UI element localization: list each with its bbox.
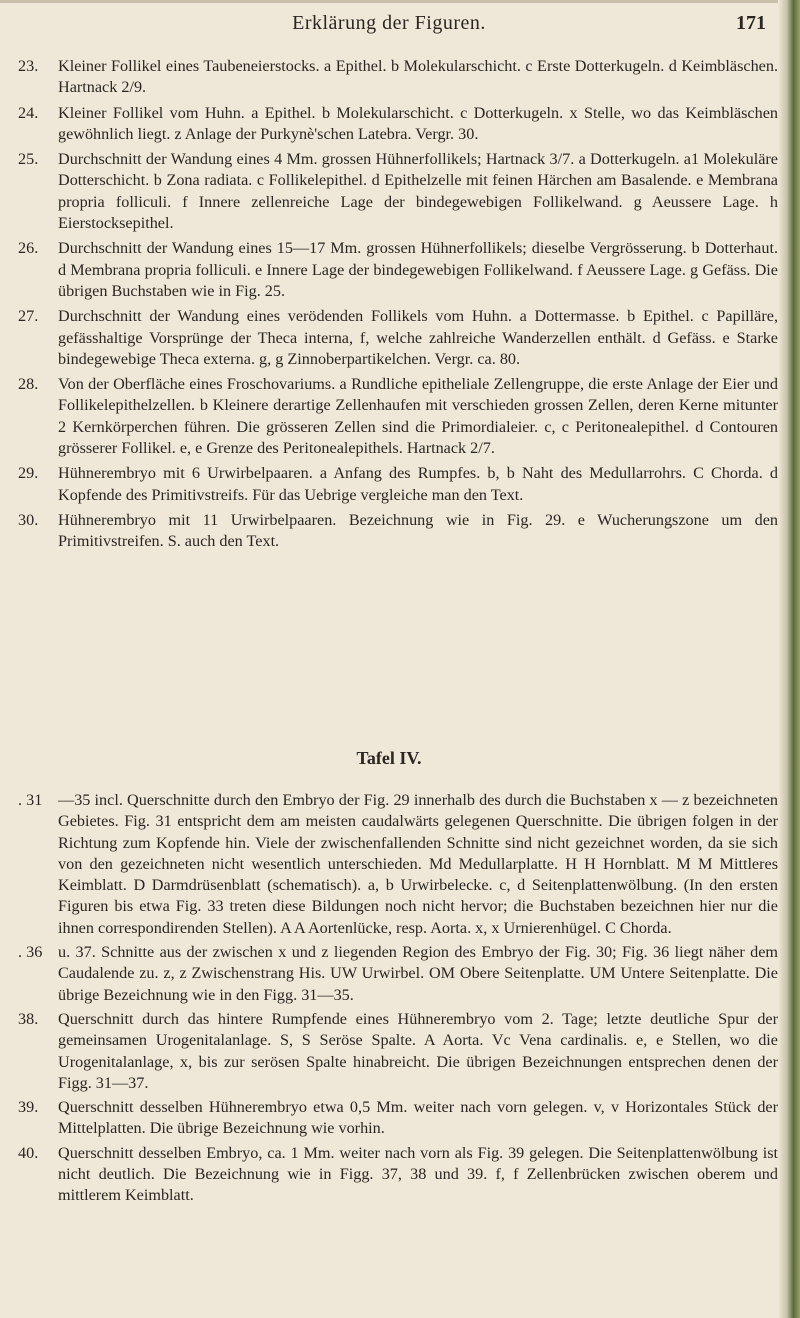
figure-description: Kleiner Follikel eines Taubeneierstocks. a Epithel. b Molekularschicht. c Erste Dotterkugeln. d Keimbläschen. Hartnack 2/9. [58, 57, 778, 97]
figure-number: 25. [18, 150, 39, 169]
figure-legend-entry [18, 1097, 778, 1140]
section-heading: Tafel IV. [356, 748, 422, 768]
figure-description: Querschnitt desselben Embryo, ca. 1 Mm. weiter nach vorn als Fig. 39 gelegen. Die Seitenplattenwölbung ist nicht deutlich. Die Bezeichnung wie in Figg. 37, 38 und 39. f, f Zellenbrücken zwischen oberem und mittlerem Keimblatt. [58, 1143, 778, 1205]
figure-legend-entry [18, 306, 778, 370]
page-number: 171 [736, 12, 766, 34]
figure-number: 28. [18, 375, 39, 394]
figure-description: u. 37. Schnitte aus der zwischen x und z liegenden Region des Embryo der Fig. 30; Fig. 36 liegt näher dem Caudalende zu. z, z Zwischenstrang His. UW Urwirbel. OM Obere Seitenplatte. UM Untere Seitenplatte. Die übrige Bezeichnung wie in den Figg. 31—35. [58, 943, 778, 1004]
figure-number: . 31 [18, 791, 43, 809]
figure-legend-entry [18, 1009, 778, 1094]
figure-number: 38. [18, 1009, 39, 1028]
figure-description: Durchschnitt der Wandung eines verödenden Follikels vom Huhn. a Dottermasse. b Epithel. c Papilläre, gefässhaltige Vorsprünge der Theca interna, f, welche zahlreiche Wanderzellen enthält. d Gefäss. e Starke bindegewebige Theca externa. g, g Zinnoberpartikelchen. Vergr. ca. 80. [58, 307, 778, 368]
figure-legend-entry [18, 103, 778, 146]
figure-number: 23. [18, 57, 39, 75]
figure-description: Querschnitt desselben Hühnerembryo etwa 0,5 Mm. weiter nach vorn gelegen. v, v Horizontales Stück der Mittelplatten. Die übrige Bezeichnung wie vorhin. [58, 1098, 778, 1138]
figure-number: 26. [18, 239, 39, 258]
figure-number: 29. [18, 464, 39, 483]
figure-legend-list [18, 56, 778, 557]
page-top-edge [0, 0, 800, 3]
figure-description: Querschnitt durch das hintere Rumpfende eines Hühnerembryo vom 2. Tage; letzte deutliche Spur der gemeinsamen Urogenitalanlage. S, S Seröse Spalte. A Aorta. Vc Vena cardinalis. e, e Stellen, wo die Urogenitalanlage, x, bis zur serösen Spalte hinabreicht. Die übrigen Bezeichnungen entsprechen denen der Figg. 31—37. [58, 1009, 778, 1092]
figure-legend-entry [18, 1143, 778, 1207]
figure-description: Hühnerembryo mit 11 Urwirbelpaaren. Bezeichnung wie in Fig. 29. e Wucherungszone um den Primitivstreifen. S. auch den Text. [58, 510, 778, 551]
figure-description: Durchschnitt der Wandung eines 15—17 Mm. grossen Hühnerfollikels; dieselbe Vergrösserung. b Dotterhaut. d Membrana propria folliculi. e Innere Lage der bindegewebigen Follikelwand. f Aeussere Lage. g Gefäss. Die übrigen Buchstaben wie in Fig. 25. [58, 239, 778, 300]
figure-legend-entry [18, 790, 778, 939]
running-title: Erklärung der Figuren. [292, 12, 486, 34]
figure-legend-list-plate-4 [18, 790, 778, 1210]
figure-number: 30. [18, 510, 39, 529]
figure-number: 39. [18, 1098, 39, 1117]
figure-description: Kleiner Follikel vom Huhn. a Epithel. b Molekularschicht. c Dotterkugeln. x Stelle, wo das Keimbläschen gewöhnlich liegt. z Anlage der Purkynè'schen Latebra. Vergr. 30. [58, 103, 778, 143]
figure-number: 24. [18, 103, 39, 122]
figure-legend-entry [18, 56, 778, 99]
figure-number: 40. [18, 1143, 39, 1162]
figure-description: Hühnerembryo mit 6 Urwirbelpaaren. a Anfang des Rumpfes. b, b Naht des Medullarrohrs. C Chorda. d Kopfende des Primitivstreifs. Für das Uebrige vergleiche man den Text. [58, 464, 778, 504]
figure-description: Durchschnitt der Wandung eines 4 Mm. grossen Hühnerfollikels; Hartnack 3/7. a Dotterkugeln. a1 Molekuläre Dotterschicht. b Zona radiata. c Follikelepithel. d Epithelzelle mit feinen Härchen am Basalende. e Membrana propria folliculi. f Innere zellenreiche Lage der bindegewebigen Follikelwand. g Aeussere Lage. h Eierstocksepithel. [58, 150, 778, 233]
figure-legend-entry [18, 149, 778, 234]
figure-legend-entry [18, 238, 778, 302]
figure-number: . 36 [18, 943, 43, 962]
figure-description: —35 incl. Querschnitte durch den Embryo der Fig. 29 innerhalb des durch die Buchstaben x — z bezeichneten Gebietes. Fig. 31 entspricht dem am meisten caudalwärts gelegenen Querschnitte. Die übrigen folgen in der Richtung zum Kopfende hin. Viele der zwischenfallenden Schnitte sind nicht gezeichnet worden, da sie sich von den gezeichneten nicht wesentlich unterschieden. Md Medullarplatte. H H Hornblatt. M M Mittleres Keimblatt. D Darmdrüsenblatt (schematisch). a, b Urwirbelecke. c, d Seitenplattenwölbung. (In den ersten Figuren bis etwa Fig. 33 treten diese Bildungen noch nicht hervor; die Buchstaben bezeichnen hier nur die ihnen correspondirenden Stellen). A A Aortenlücke, resp. Aorta. x, x Urnierenhügel. C Chorda. [58, 791, 778, 937]
figure-legend-entry [18, 942, 778, 1006]
figure-description: Von der Oberfläche eines Froschovariums. a Rundliche epitheliale Zellengruppe, die erste Anlage der Eier und Follikelepithelzellen. b Kleinere derartige Zellenhaufen mit verschieden grossen Zellen, deren Kerne mitunter 2 Kernkörperchen führen. Die grösseren Zellen sind die Primordialeier. c, c Peritonealepithel. d Contouren grösserer Follikel. e, e Grenze des Peritonealepithels. Hartnack 2/7. [58, 375, 778, 458]
figure-legend-entry [18, 374, 778, 459]
running-header [0, 12, 778, 40]
figure-legend-entry [18, 463, 778, 506]
figure-legend-entry [18, 510, 778, 553]
page-binding-edge [778, 0, 800, 1318]
figure-number: 27. [18, 307, 39, 326]
